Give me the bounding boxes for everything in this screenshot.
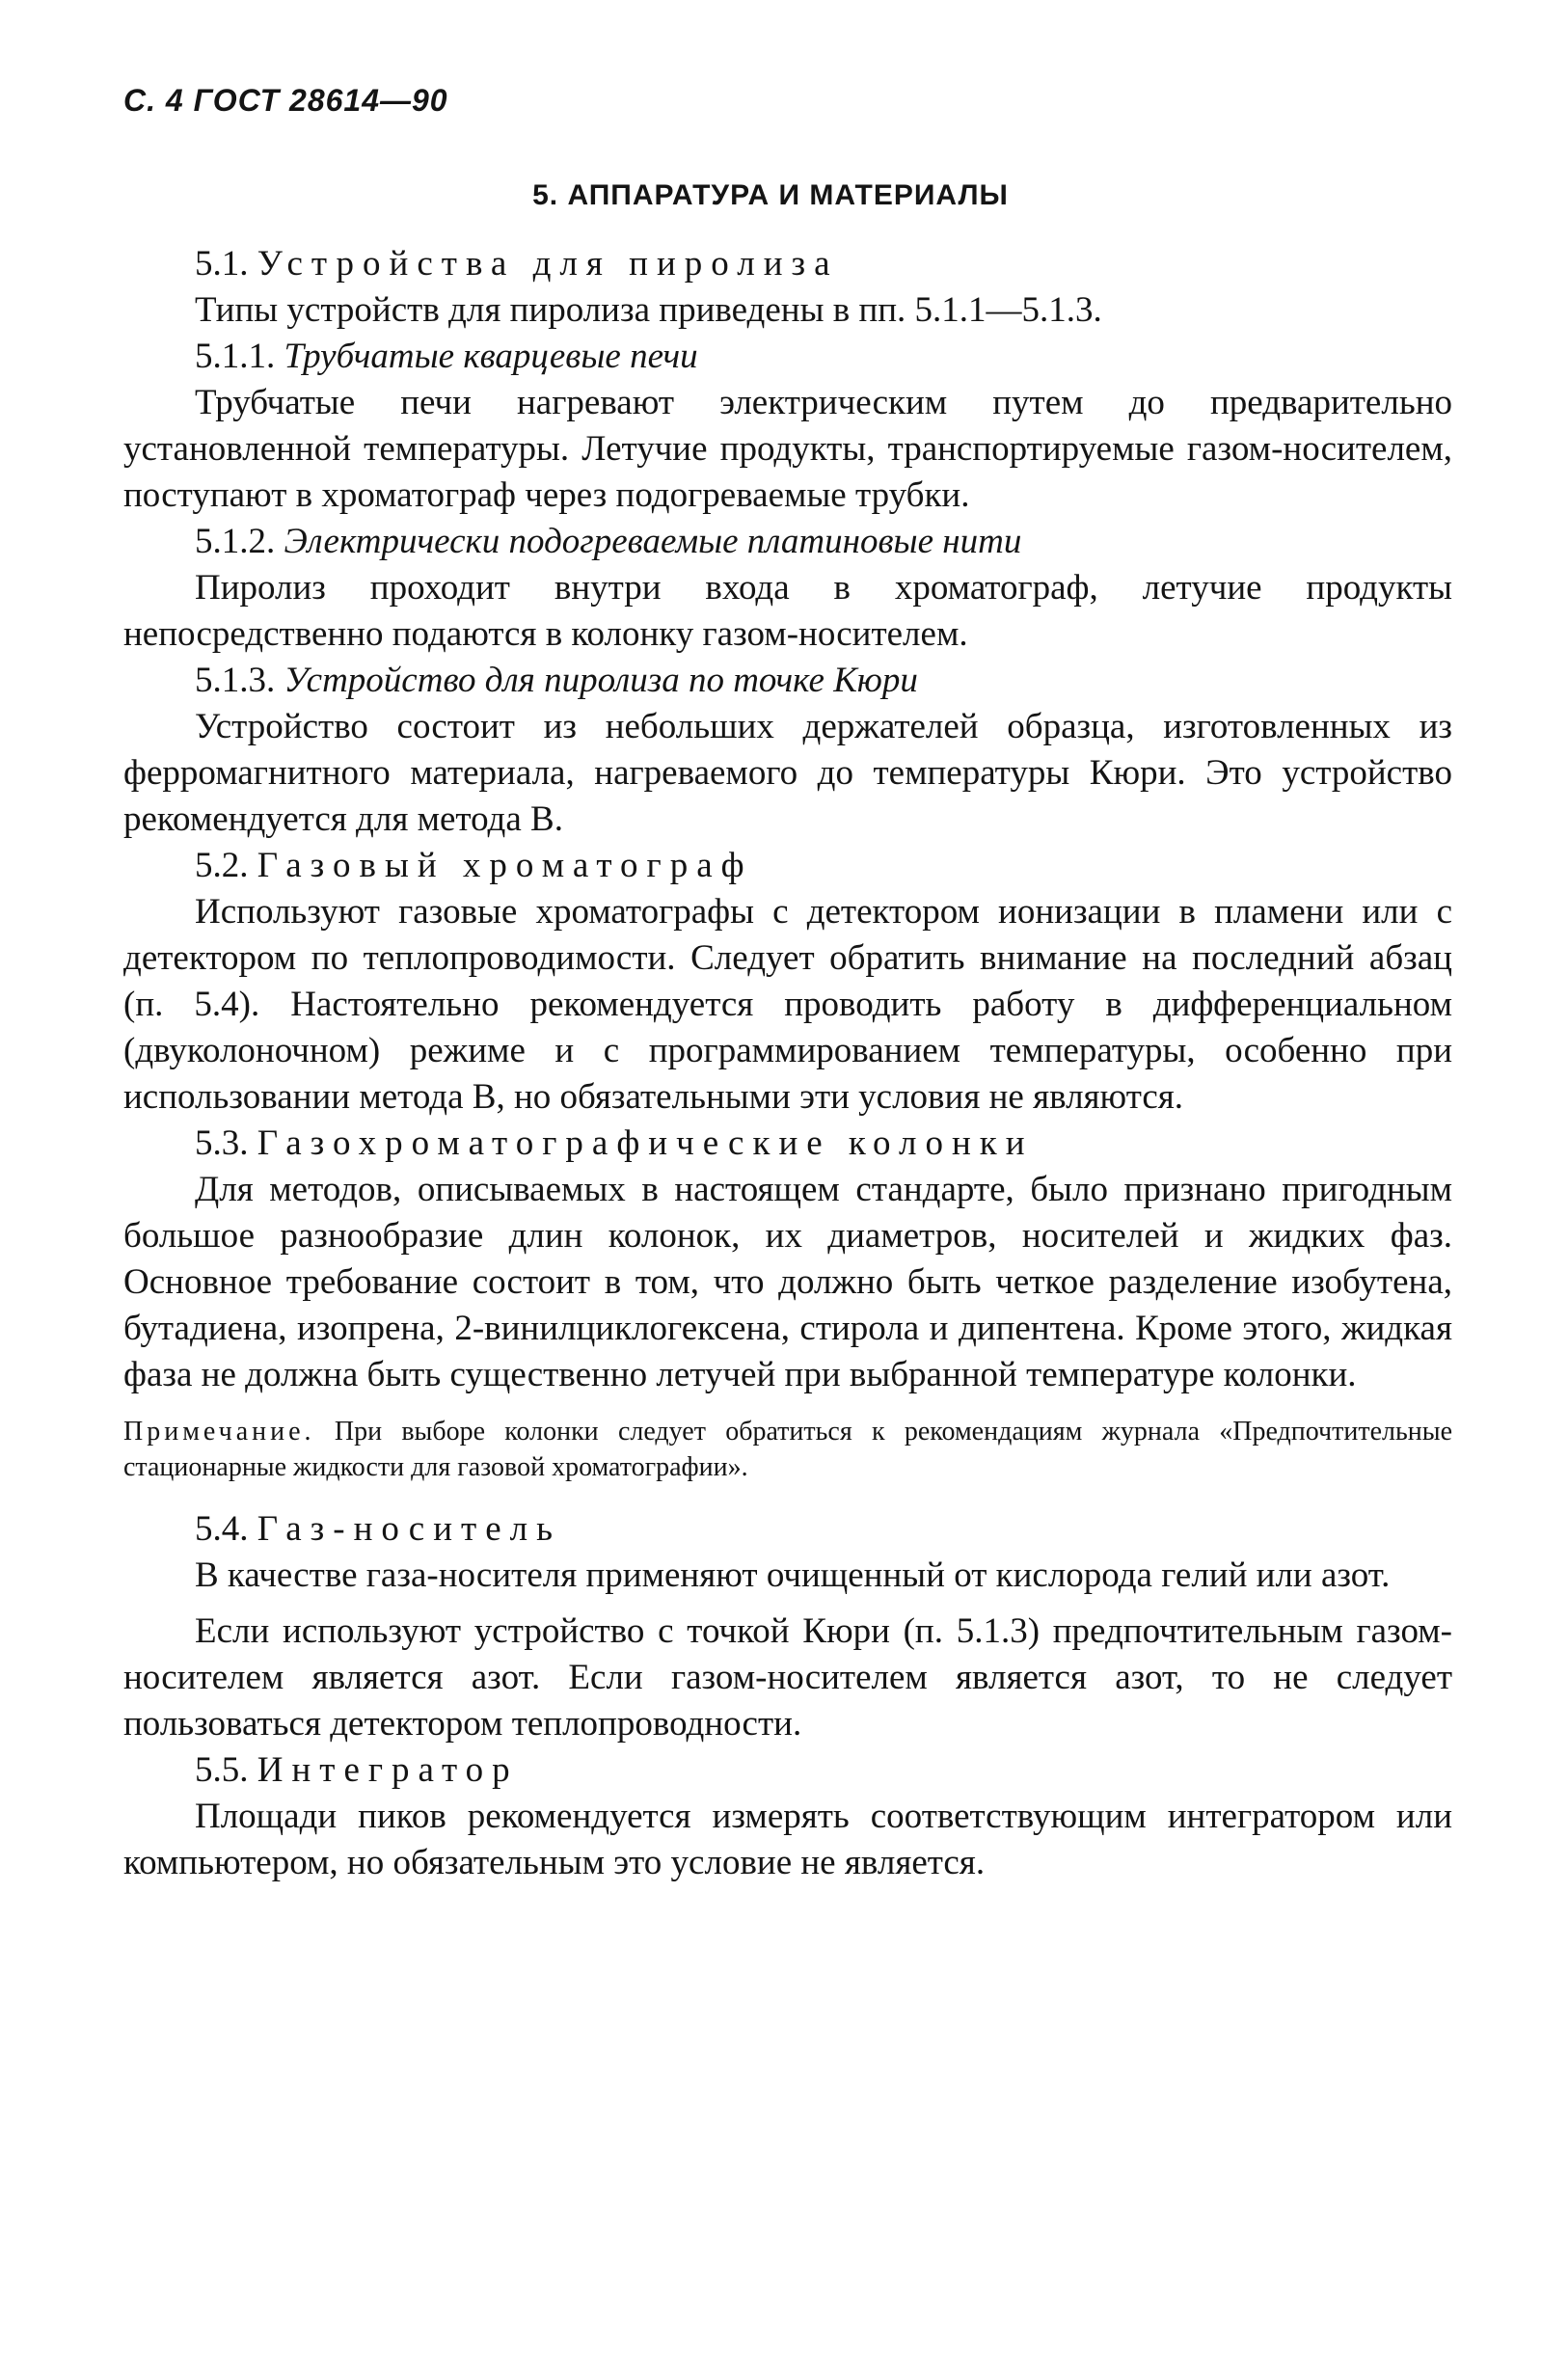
heading-5-5: [123, 1747, 1452, 1794]
heading-5-4-title: Газ-носитель: [257, 1509, 561, 1549]
heading-5-1-2-title: Электрически подогреваемые платиновые нити: [284, 522, 1022, 561]
heading-5-2-number: 5.2.: [195, 846, 249, 885]
section-title: 5. АППАРАТУРА И МАТЕРИАЛЫ: [532, 179, 1009, 211]
heading-5-1-3: [123, 658, 1452, 704]
para-5-1-2: Пиролиз проходит внутри входа в хроматограф, летучие продукты непосредственно подаются в колонку газом-носителем.: [123, 568, 1452, 654]
heading-5-2: [123, 843, 1452, 889]
note-label: Примечание.: [123, 1417, 315, 1447]
para-5-1: Типы устройств для пиролиза приведены в пп. 5.1.1—5.1.3.: [195, 290, 1102, 330]
para-5-1-3: Устройство состоит из небольших держателей образца, изготовленных из ферромагнитного материала, нагреваемого до температуры Кюри. Это устройство рекомендуется для метода В.: [123, 707, 1452, 839]
note-5-3: [123, 1414, 1452, 1485]
heading-5-1: [123, 241, 1452, 287]
page-header: С. 4 ГОСТ 28614—90: [123, 83, 448, 118]
document-body: [123, 241, 1452, 1886]
heading-5-5-number: 5.5.: [195, 1750, 249, 1790]
heading-5-1-1: [123, 334, 1452, 380]
heading-5-3-title: Газохроматографические колонки: [257, 1123, 1034, 1163]
heading-5-4-number: 5.4.: [195, 1509, 249, 1549]
note-text: При выборе колонки следует обратиться к рекомендациям журнала «Предпочтительные стационарные жидкости для газовой хроматографии».: [123, 1417, 1452, 1482]
para-5-4-b: Если используют устройство с точкой Кюри (п. 5.1.3) предпочтительным газом-носителем является азот. Если газом-носителем является азот, то не следует пользоваться детектором теплопроводности.: [123, 1611, 1452, 1744]
heading-5-4: [123, 1506, 1452, 1553]
heading-5-1-2: [123, 519, 1452, 565]
para-5-5: Площади пиков рекомендуется измерять соответствующим интегратором или компьютером, но обязательным это условие не является.: [123, 1797, 1452, 1882]
heading-5-1-1-number: 5.1.1.: [195, 337, 276, 376]
heading-5-2-title: Газовый хроматограф: [257, 846, 753, 885]
heading-5-3-number: 5.3.: [195, 1123, 249, 1163]
heading-5-1-3-title: Устройство для пиролиза по точке Кюри: [284, 661, 918, 700]
para-5-2: Используют газовые хроматографы с детектором ионизации в пламени или с детектором по теплопроводимости. Следует обратить внимание на последний абзац (п. 5.4). Настоятельно рекомендуется проводить работу в дифференциальном (двуколоночном) режиме и с программированием температуры, особенно при использовании метода В, но обязательными эти условия не являются.: [123, 892, 1452, 1117]
heading-5-1-number: 5.1.: [195, 244, 249, 284]
para-5-4-a: В качестве газа-носителя применяют очищенный от кислорода гелий или азот.: [195, 1555, 1391, 1595]
heading-5-1-title: Устройства для пиролиза: [257, 244, 839, 284]
heading-5-3: [123, 1121, 1452, 1167]
heading-5-1-2-number: 5.1.2.: [195, 522, 276, 561]
para-5-1-1: Трубчатые печи нагревают электрическим путем до предварительно установленной температуры. Летучие продукты, транспортируемые газом-носителем, поступают в хроматограф через подогреваемые трубки.: [123, 383, 1452, 515]
para-5-3: Для методов, описываемых в настоящем стандарте, было признано пригодным большое разнообразие длин колонок, их диаметров, носителей и жидких фаз. Основное требование состоит в том, что должно быть четкое разделение изобутена, бутадиена, изопрена, 2-винилциклогексена, стирола и дипентена. Кроме этого, жидкая фаза не должна быть существенно летучей при выбранной температуре колонки.: [123, 1170, 1452, 1394]
paragraph-gap: [123, 1599, 1452, 1609]
heading-5-5-title: Интегратор: [257, 1750, 519, 1790]
heading-5-1-1-title: Трубчатые кварцевые печи: [284, 337, 698, 376]
heading-5-1-3-number: 5.1.3.: [195, 661, 276, 700]
